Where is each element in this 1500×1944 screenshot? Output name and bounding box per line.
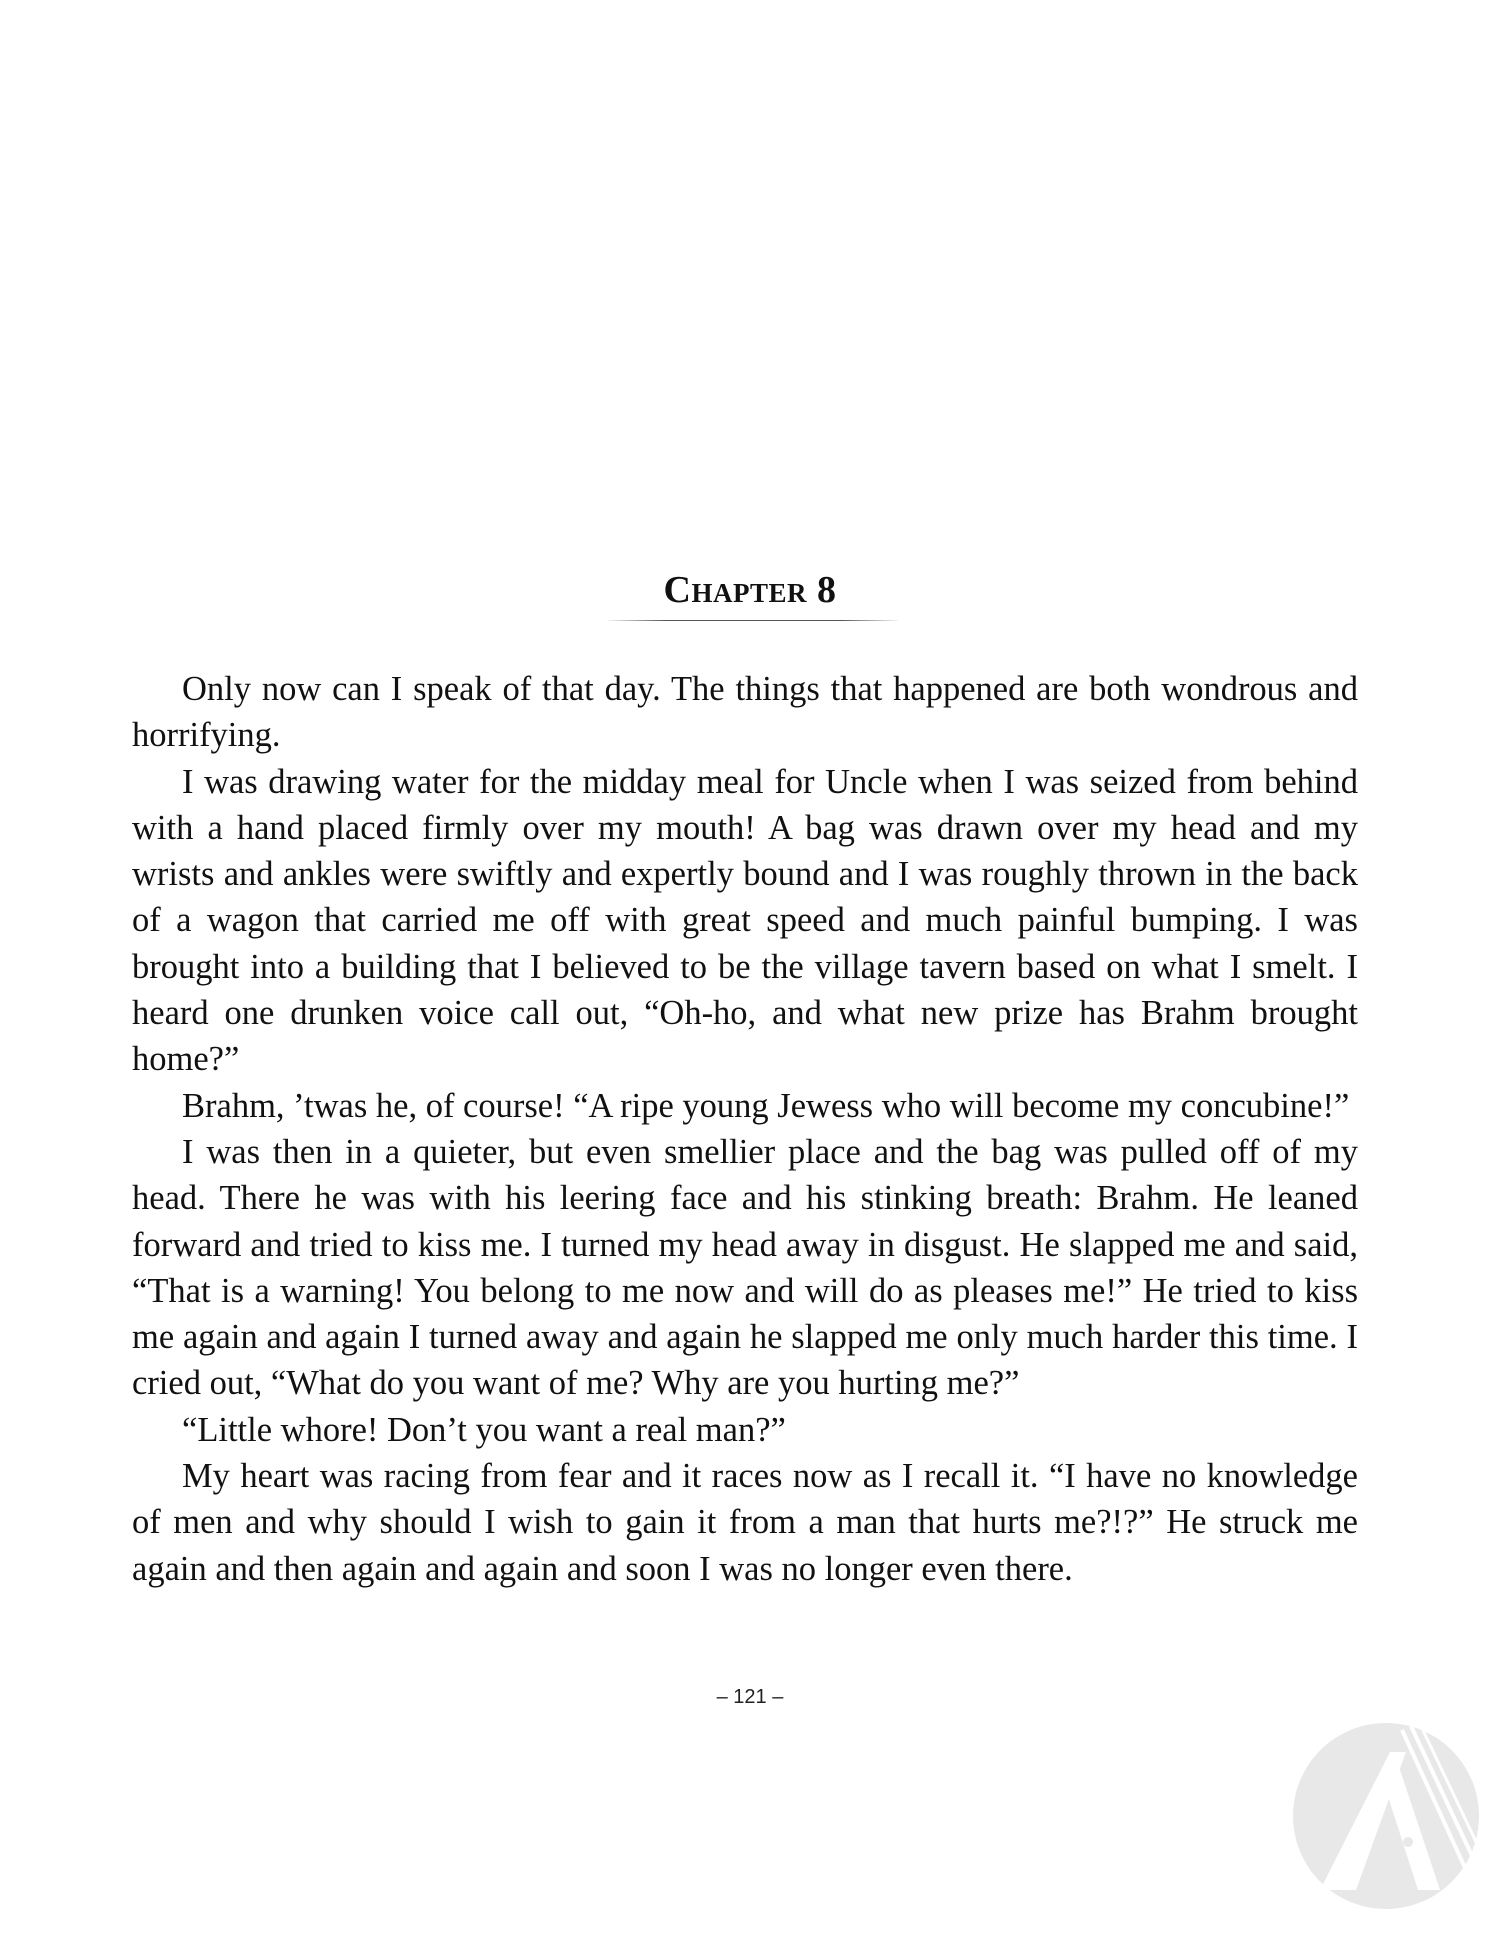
paragraph: I was drawing water for the midday meal for Uncle when I was seized from behind with a hand placed firmly over my mouth! A bag was drawn over my head and my wrists and ankles were swiftly and expertly bound and I was roughly thrown in the back of a wagon that carried me off with great speed and much painful bumping. I was brought into a building that I believed to be the village tavern based on what I smelt. I heard one drunken voice call out, “Oh-ho, and what new prize has Brahm brought home?” xyxy=(132,762,1358,1079)
chapter-heading-rule xyxy=(608,620,898,621)
chapter-heading: Chapter 8 xyxy=(663,569,837,611)
chapter-body xyxy=(132,666,1358,1592)
paragraph: Brahm, ’twas he, of course! “A ripe young Jewess who will become my concubine!” xyxy=(182,1086,1350,1125)
paragraph: My heart was racing from fear and it races now as I recall it. “I have no knowledge of men and why should I wish to gain it from a man that hurts me?!?” He struck me again and then again and again and soon I was no longer even there. xyxy=(132,1457,1358,1588)
publisher-logo-icon xyxy=(1290,1720,1482,1912)
paragraph: “Little whore! Don’t you want a real man?” xyxy=(182,1410,786,1449)
paragraph: I was then in a quieter, but even smellier place and the bag was pulled off of my head. There he was with his leering face and his stinking breath: Brahm. He leaned forward and tried to kiss me. I turned my head away in disgust. He slapped me and said, “That is a warning! You belong to me now and will do as pleases me!” He tried to kiss me again and again I turned away and again he slapped me only much harder this time. I cried out, “What do you want of me? Why are you hurting me?” xyxy=(132,1132,1358,1403)
paragraph: Only now can I speak of that day. The things that happened are both wondrous and horrifying. xyxy=(132,670,1358,755)
page-number: – 121 – xyxy=(716,1686,784,1708)
